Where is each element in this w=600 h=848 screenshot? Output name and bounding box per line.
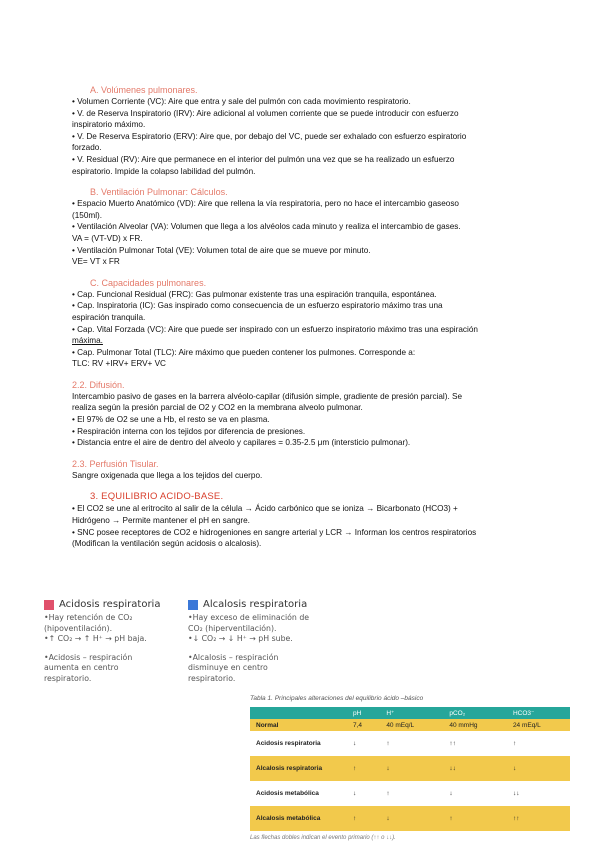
acid-base-table-wrap xyxy=(250,694,570,843)
text-line: VE= VT x FR xyxy=(72,257,120,267)
text-line: realiza según la presión parcial de O2 y CO2 en la membrana alveolo pulmonar. xyxy=(72,403,363,413)
table-cell: ↑ xyxy=(380,731,443,756)
text-line: • Cap. Funcional Residual (FRC): Gas pulmonar existente tras una espiración tranquila, espontánea. xyxy=(72,289,437,299)
section-equilibrio xyxy=(72,490,532,549)
box-line: respiratorio. xyxy=(188,673,236,683)
table-cell: 40 mEq/L xyxy=(380,719,443,731)
row-label: Alcalosis respiratoria xyxy=(250,756,347,781)
text-line: • Cap. Pulmonar Total (TLC): Aire máximo que pueden contener los pulmones. Corresponde a: xyxy=(72,347,416,357)
row-label: Acidosis metabólica xyxy=(250,781,347,806)
text-line: inspiratorio máximo. xyxy=(72,120,146,130)
section-perfusion xyxy=(72,458,532,482)
text-line: (Modifican la ventilación según acidosis o alcalosis). xyxy=(72,539,262,549)
section-volumenes xyxy=(72,84,532,177)
section-heading: 3. EQUILIBRIO ACIDO-BASE. xyxy=(90,491,224,503)
table-row xyxy=(250,806,570,831)
text-line: Intercambio pasivo de gases en la barrera alvéolo-capilar (difusión simple, gradiente de presión parcial). Se xyxy=(72,391,463,401)
section-capacidades xyxy=(72,277,532,370)
table-cell: ↑ xyxy=(507,731,570,756)
box-title xyxy=(44,598,174,611)
text-line: espiración tranquila. xyxy=(72,312,146,322)
box-line: •Acidosis – respiración xyxy=(44,652,133,662)
text-content xyxy=(72,84,532,559)
table-cell: ↑ xyxy=(380,781,443,806)
text-line: • V. De Reserva Espiratorio (ERV): Aire que, por debajo del VC, puede ser exhalado con esfuerzo espiratorio xyxy=(72,131,467,141)
red-square-icon xyxy=(44,600,54,610)
box-line: •↑ CO₂ → ↑ H⁺ → pH baja. xyxy=(44,634,147,643)
text-line: TLC: RV +IRV+ ERV+ VC xyxy=(72,359,166,369)
table-header-cell xyxy=(250,707,347,719)
row-label: Acidosis respiratoria xyxy=(250,731,347,756)
table-header-row xyxy=(250,707,570,719)
text-line: (150ml). xyxy=(72,210,103,220)
box-title-text: Alcalosis respiratoria xyxy=(203,599,308,610)
text-line: VA = (VT-VD) x FR. xyxy=(72,233,143,243)
text-line: • Ventilación Pulmonar Total (VE): Volumen total de aire que se mueve por minuto. xyxy=(72,245,371,255)
text-line: • Cap. Inspiratoria (IC): Gas inspirado como consecuencia de un esfuerzo espiratorio máximo tras una xyxy=(72,301,443,311)
section-difusion xyxy=(72,379,532,449)
box-line: •Hay exceso de eliminación de xyxy=(188,613,310,622)
box-line: •Hay retención de CO₂ xyxy=(44,613,133,622)
respiratory-comparison xyxy=(44,598,324,708)
table-cell: ↓ xyxy=(380,806,443,831)
text-line: • El 97% de O2 se une a Hb, el resto se va en plasma. xyxy=(72,415,270,425)
blue-square-icon xyxy=(188,600,198,610)
section-ventilacion xyxy=(72,186,532,268)
text-line: • Distancia entre el aire de dentro del alveolo y capilares = 0.35-2.5 μm (intersticio pulmonar). xyxy=(72,438,411,448)
box-line: •Alcalosis – respiración xyxy=(188,652,279,662)
table-cell: 40 mmHg xyxy=(443,719,507,731)
table-cell: ↓ xyxy=(380,756,443,781)
table-cell: ↑ xyxy=(443,806,507,831)
table-cell: ↓ xyxy=(347,781,380,806)
text-line: • Espacio Muerto Anatómico (VD): Aire que rellena la vía respiratoria, pero no hace el intercambio gaseoso xyxy=(72,199,459,209)
table-cell: ↑ xyxy=(347,806,380,831)
box-line: aumenta en centro xyxy=(44,663,119,672)
table-header-cell: HCO3⁻ xyxy=(507,707,570,719)
table-footnote: Las flechas dobles indican el evento primario (↑↑ o ↓↓). xyxy=(250,835,396,841)
alcalosis-box xyxy=(188,598,318,684)
table-cell: ↓ xyxy=(347,731,380,756)
acid-base-table xyxy=(250,707,570,831)
section-heading: 2.2. Difusión. xyxy=(72,379,125,390)
text-line: • Volumen Corriente (VC): Aire que entra y sale del pulmón con cada movimiento respiratorio. xyxy=(72,97,411,106)
table-row xyxy=(250,719,570,731)
text-line: Hidrógeno → Permite mantener el pH en sangre. xyxy=(72,516,250,526)
text-line: • SNC posee receptores de CO2 e hidrogeniones en sangre arterial y LCR → Informan los centros respiratorios xyxy=(72,527,477,537)
section-heading: 2.3. Perfusión Tisular. xyxy=(72,458,159,469)
table-header-cell: pCO₂ xyxy=(443,707,507,719)
table-row xyxy=(250,731,570,756)
table-cell: ↑↑ xyxy=(443,731,507,756)
table-cell: ↓↓ xyxy=(443,756,507,781)
table-cell: ↓ xyxy=(443,781,507,806)
table-caption: Tabla 1. Principales alteraciones del equilibrio ácido –básico xyxy=(250,695,424,702)
section-heading: C. Capacidades pulmonares. xyxy=(90,277,207,288)
acidosis-box xyxy=(44,598,174,684)
text-line: • Respiración interna con los tejidos por diferencia de presiones. xyxy=(72,426,306,436)
box-title-text: Acidosis respiratoria xyxy=(59,599,161,610)
table-cell: ↓↓ xyxy=(507,781,570,806)
table-cell: 7,4 xyxy=(347,719,380,731)
row-label: Alcalosis metabólica xyxy=(250,806,347,831)
text-line: • El CO2 se une al eritrocito al salir de la célula → Ácido carbónico que se ioniza → Bicarbonato (HCO3) + xyxy=(72,504,458,514)
row-label: Normal xyxy=(250,719,347,731)
table-cell: ↑↑ xyxy=(507,806,570,831)
box-line: disminuye en centro xyxy=(188,663,268,672)
text-line: máxima. xyxy=(72,336,103,346)
box-line: •↓ CO₂ → ↓ H⁺ → pH sube. xyxy=(188,634,293,643)
text-line: • Ventilación Alveolar (VA): Volumen que llega a los alvéolos cada minuto y realiza el intercambio de gases. xyxy=(72,222,461,232)
section-heading: A. Volúmenes pulmonares. xyxy=(90,85,198,95)
table-row xyxy=(250,756,570,781)
box-line: respiratorio. xyxy=(44,673,92,683)
text-line: • V. de Reserva Inspiratorio (IRV): Aire adicional al volumen corriente que se puede introducir con esfuerzo xyxy=(72,108,459,118)
box-title xyxy=(188,598,318,611)
text-line: forzado. xyxy=(72,143,102,153)
text-line: • V. Residual (RV): Aire que permanece en el interior del pulmón una vez que se ha realizado un esfuerzo xyxy=(72,154,455,164)
table-cell: ↑ xyxy=(347,756,380,781)
box-line: (hipoventilación). xyxy=(44,623,113,633)
text-line: • Cap. Vital Forzada (VC): Aire que puede ser inspirado con un esfuerzo inspiratorio máximo tras una espiración xyxy=(72,324,478,334)
table-header-cell: pH xyxy=(347,707,380,719)
section-heading: B. Ventilación Pulmonar: Cálculos. xyxy=(90,187,228,198)
text-line: espiratorio. Impide la colapso labilidad del pulmón. xyxy=(72,166,256,176)
table-cell: 24 mEq/L xyxy=(507,719,570,731)
table-cell: ↓ xyxy=(507,756,570,781)
box-line: CO₂ (hiperventilación). xyxy=(188,623,277,633)
table-row xyxy=(250,781,570,806)
table-header-cell: H⁺ xyxy=(380,707,443,719)
text-line: Sangre oxigenada que llega a los tejidos del cuerpo. xyxy=(72,470,263,480)
